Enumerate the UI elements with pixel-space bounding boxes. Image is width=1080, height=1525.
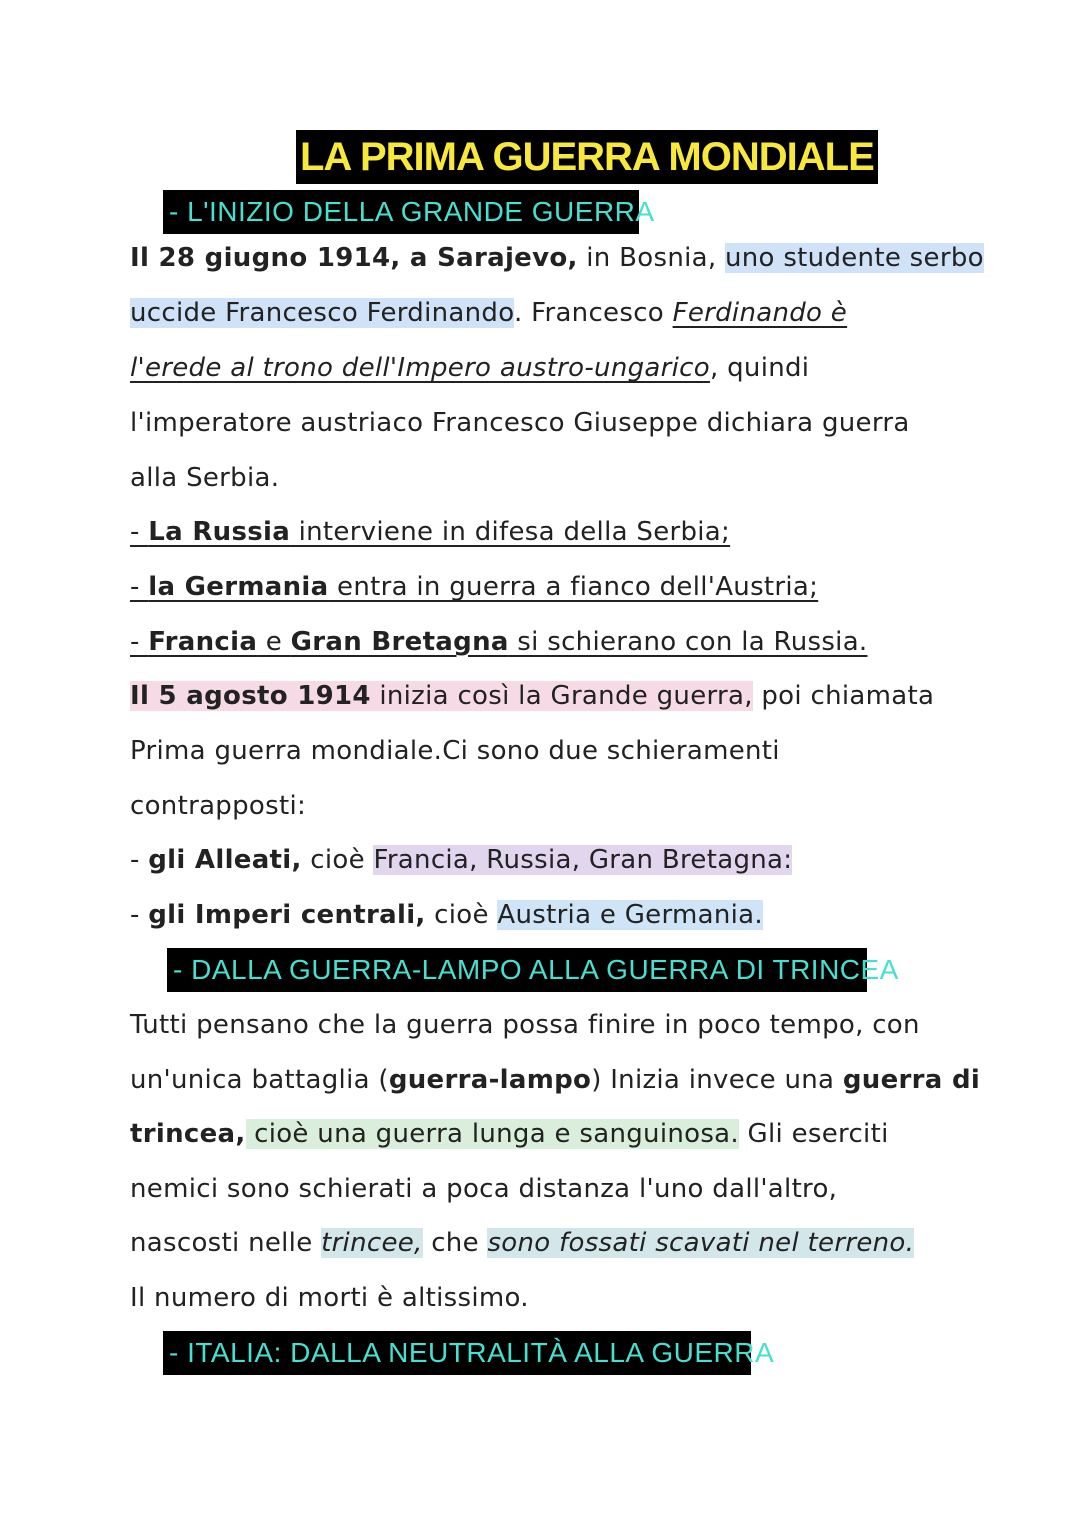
list-item: - la Germania entra in guerra a fianco dell'Austria; xyxy=(130,572,819,602)
list-item: - gli Imperi centrali, cioè Austria e Germania. xyxy=(130,900,763,930)
section-heading-italia: - ITALIA: DALLA NEUTRALITÀ ALLA GUERRA xyxy=(163,1331,751,1375)
text-line: contrapposti: xyxy=(130,791,307,821)
highlight: trincee, xyxy=(321,1228,423,1258)
highlight: uno studente serbo xyxy=(725,243,984,273)
text-line: nascosti nelle trincee, che sono fossati scavati nel terreno. xyxy=(130,1228,915,1258)
highlight: inizia così la Grande guerra, xyxy=(370,681,753,711)
section-heading-inizio: - L'INIZIO DELLA GRANDE GUERRA xyxy=(163,190,639,234)
list-item: - Francia e Gran Bretagna si schierano con la Russia. xyxy=(130,627,868,657)
highlight: uccide Francesco Ferdinando xyxy=(130,298,514,328)
text-line: un'unica battaglia (guerra-lampo) Inizia invece una guerra di xyxy=(130,1065,981,1095)
text-line: Tutti pensano che la guerra possa finire in poco tempo, con xyxy=(130,1010,920,1040)
text-line: l'erede al trono dell'Impero austro-ungarico, quindi xyxy=(130,353,810,383)
text-line: l'imperatore austriaco Francesco Giuseppe dichiara guerra xyxy=(130,408,910,438)
highlight: Austria e Germania. xyxy=(497,900,763,930)
text-line: Il 5 agosto 1914 inizia così la Grande guerra, poi chiamata xyxy=(130,681,935,711)
text-line: Il 28 giugno 1914, a Sarajevo, in Bosnia, uno studente serbo xyxy=(130,243,984,273)
text-line: uccide Francesco Ferdinando. Francesco Ferdinando è xyxy=(130,298,848,328)
page-title: LA PRIMA GUERRA MONDIALE xyxy=(296,130,878,184)
text-line: nemici sono schierati a poca distanza l'uno dall'altro, xyxy=(130,1174,838,1204)
text-line: Il numero di morti è altissimo. xyxy=(130,1283,529,1313)
highlight: Francia, Russia, Gran Bretagna: xyxy=(373,845,793,875)
list-item: - La Russia interviene in difesa della Serbia; xyxy=(130,517,731,547)
text-line: trincea, cioè una guerra lunga e sanguinosa. Gli eserciti xyxy=(130,1119,889,1149)
section-heading-trincea: - DALLA GUERRA-LAMPO ALLA GUERRA DI TRINCEA xyxy=(167,948,867,992)
list-item: - gli Alleati, cioè Francia, Russia, Gran Bretagna: xyxy=(130,845,793,875)
highlight: cioè una guerra lunga e sanguinosa. xyxy=(245,1119,739,1149)
text-line: alla Serbia. xyxy=(130,463,280,493)
highlight: sono fossati scavati nel terreno. xyxy=(487,1228,915,1258)
text-line: Prima guerra mondiale.Ci sono due schieramenti xyxy=(130,736,780,766)
highlight: Il 5 agosto 1914 xyxy=(130,681,371,711)
